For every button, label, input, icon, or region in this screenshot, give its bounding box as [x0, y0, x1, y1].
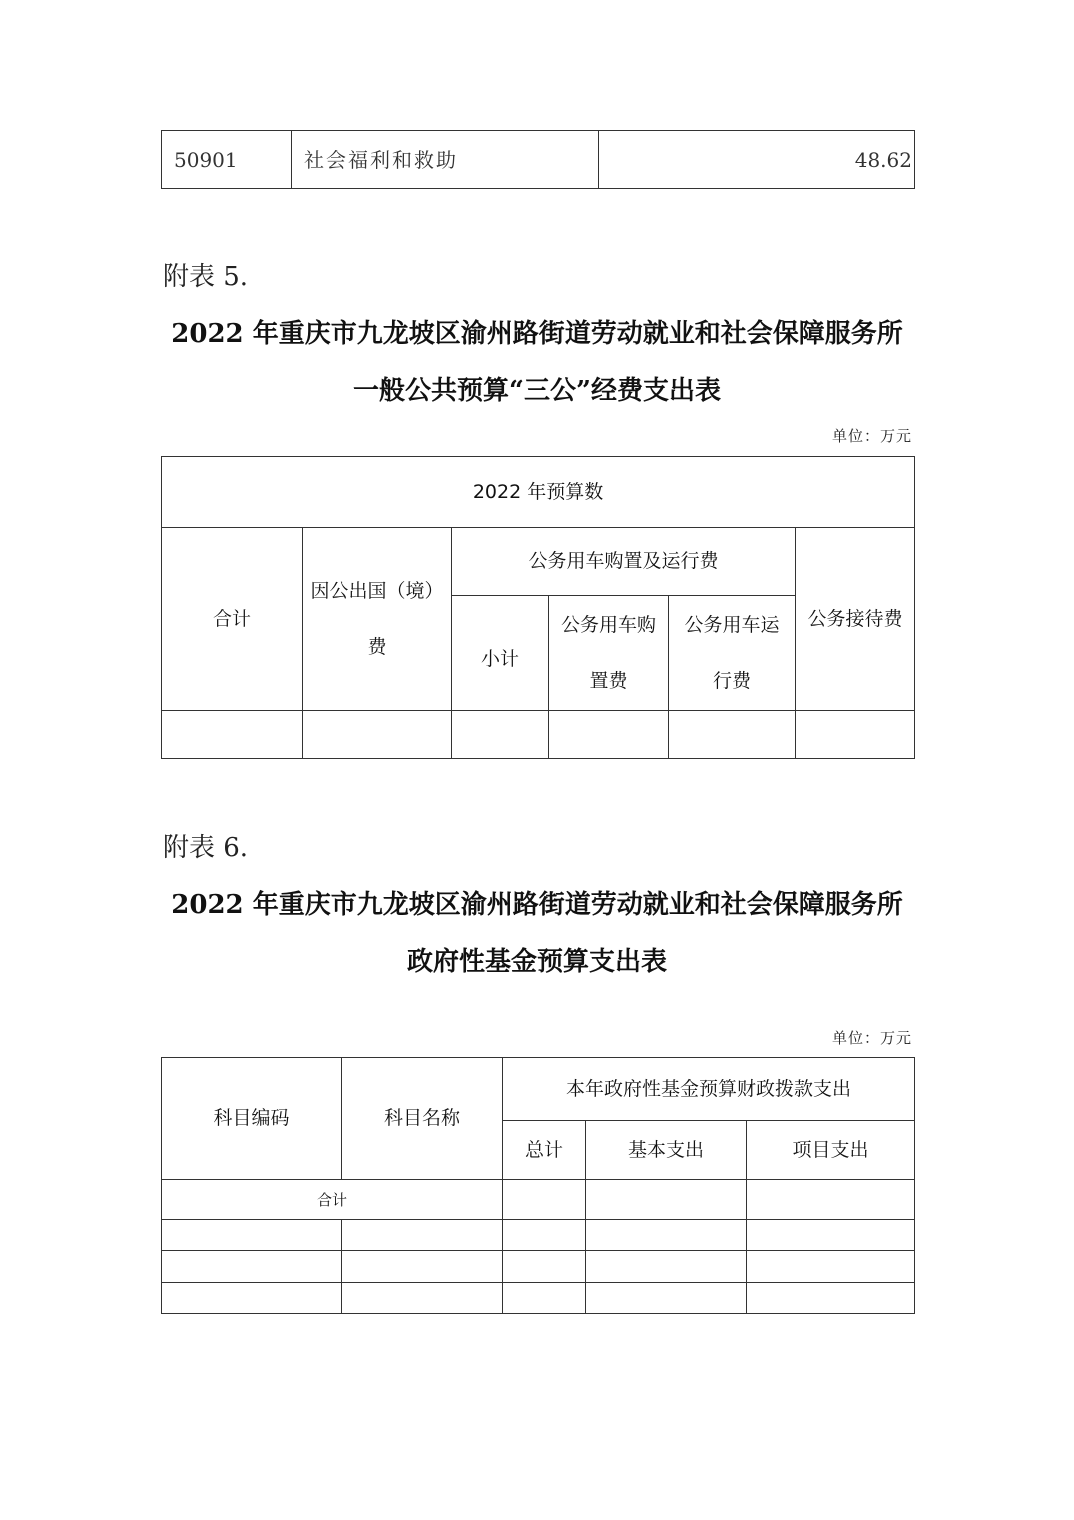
table-cell: [747, 1220, 915, 1251]
appendix-6-label: 附表 6.: [163, 833, 249, 863]
table-cell: [586, 1220, 747, 1251]
subject-code-header: 科目编码: [162, 1058, 342, 1180]
table-cell: [342, 1220, 503, 1251]
table-cell: [452, 711, 549, 759]
table-cell: [503, 1180, 586, 1220]
appendix-5-label: 附表 5.: [163, 262, 249, 292]
table-cell: [747, 1283, 915, 1314]
table-cell: [503, 1283, 586, 1314]
table-cell: [747, 1251, 915, 1283]
appendix-6-unit: 单位：万元: [831, 1029, 912, 1047]
table-cell: [586, 1251, 747, 1283]
subject-name-cell: 社会福利和救助: [292, 131, 599, 189]
table-cell: [162, 1220, 342, 1251]
abroad-expense-header-line1: 因公出国（境）: [310, 580, 444, 602]
vehicle-purchase-header-line1: 公务用车购: [560, 614, 656, 636]
table-cell: [162, 1283, 342, 1314]
total-row-label: 合计: [162, 1180, 503, 1220]
vehicle-purchase-header: [549, 596, 669, 711]
vehicle-operation-header-line1: 公务用车运: [684, 614, 780, 636]
table-cell: [747, 1180, 915, 1220]
government-fund-table: [161, 1057, 915, 1314]
basic-expense-header: 基本支出: [586, 1121, 747, 1180]
subject-name-header: 科目名称: [342, 1058, 503, 1180]
appendix-5-unit: 单位：万元: [831, 427, 912, 445]
vehicle-operation-header-line2: 行费: [712, 670, 751, 692]
fund-expense-group-header: 本年政府性基金预算财政拨款支出: [503, 1058, 915, 1121]
vehicle-purchase-header-line2: 置费: [589, 670, 628, 692]
total-header: 合计: [162, 528, 303, 711]
table-cell: [342, 1283, 503, 1314]
table-cell: [162, 711, 303, 759]
table-cell: [586, 1283, 747, 1314]
vehicle-operation-header: [669, 596, 796, 711]
appendix-5-title-line2: 一般公共预算“三公”经费支出表: [353, 376, 721, 406]
table-cell: [586, 1180, 747, 1220]
table-cell: [796, 711, 915, 759]
table-cell: [342, 1251, 503, 1283]
amount-cell: 48.62: [599, 131, 915, 189]
table-cell: [303, 711, 452, 759]
top-expense-table: [161, 130, 915, 189]
three-public-expense-table: [161, 456, 915, 759]
vehicle-expense-header: 公务用车购置及运行费: [452, 528, 796, 596]
reception-expense-header: 公务接待费: [796, 528, 915, 711]
table-cell: [162, 1251, 342, 1283]
grand-total-header: 总计: [503, 1121, 586, 1180]
budget-year-header: 2022 年预算数: [162, 457, 915, 528]
table-cell: [503, 1251, 586, 1283]
appendix-6-title-line1: 2022 年重庆市九龙坡区渝州路街道劳动就业和社会保障服务所: [171, 890, 903, 920]
subject-code-cell: 50901: [162, 131, 292, 189]
abroad-expense-header-line2: 费: [367, 636, 387, 658]
table-cell: [549, 711, 669, 759]
appendix-5-title-line1: 2022 年重庆市九龙坡区渝州路街道劳动就业和社会保障服务所: [171, 319, 903, 349]
subtotal-header: 小计: [452, 596, 549, 711]
table-cell: [503, 1220, 586, 1251]
appendix-6-title-line2: 政府性基金预算支出表: [406, 947, 667, 977]
project-expense-header: 项目支出: [747, 1121, 915, 1180]
table-cell: [669, 711, 796, 759]
abroad-expense-header: [303, 528, 452, 711]
